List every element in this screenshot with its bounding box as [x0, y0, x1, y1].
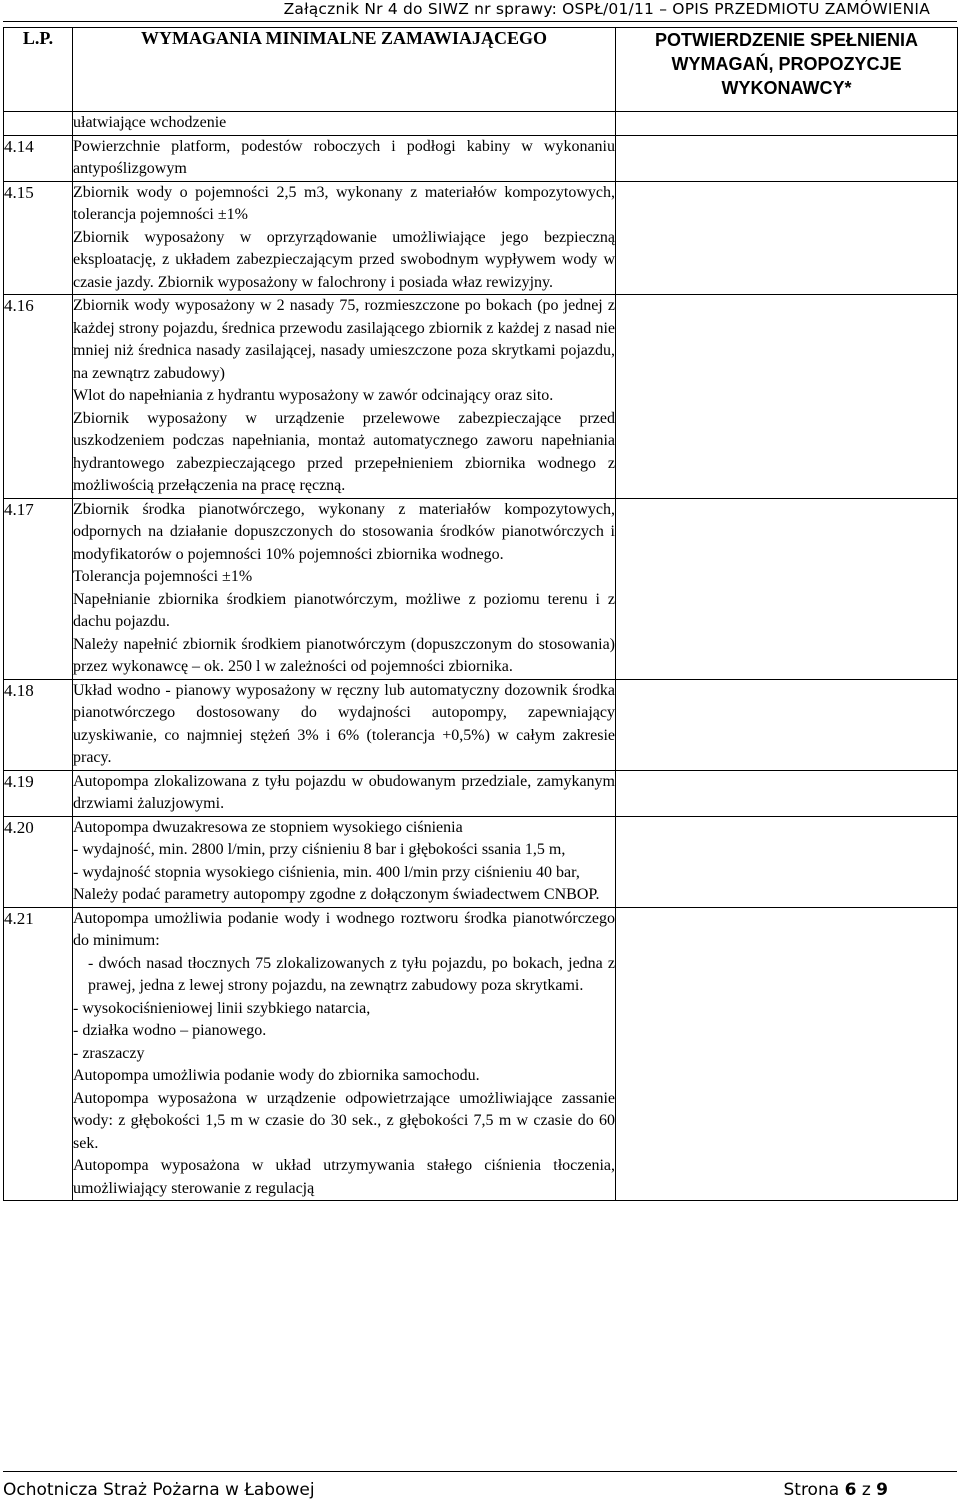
- row-number: 4.19: [4, 770, 73, 816]
- confirmation-cell[interactable]: [616, 498, 958, 679]
- requirement-line: Należy napełnić zbiornik środkiem pianotwórczym (dopuszczonym do stosowania) przez wykonawcę – ok. 250 l w zależności od pojemności zbiornika.: [73, 635, 615, 675]
- table-row: [4, 498, 958, 679]
- requirement-line: Wlot do napełniania z hydrantu wyposażony w zawór odcinający oraz sito.: [73, 387, 554, 404]
- requirement-line: - działka wodno – pianowego.: [73, 1022, 267, 1039]
- table-row: [4, 181, 958, 295]
- requirement-line: - zraszaczy: [73, 1044, 145, 1062]
- requirement-line: Autopompa dwuzakresowa ze stopniem wysokiego ciśnienia: [73, 818, 463, 836]
- row-number: [4, 112, 73, 136]
- requirement-line: Autopompa zlokalizowana z tyłu pojazdu w obudowanym przedziale, zamykanym drzwiami żaluzjowymi.: [73, 772, 615, 812]
- row-number: 4.21: [4, 907, 73, 1201]
- requirement-line: Napełnianie zbiornika środkiem pianotwórczym, możliwe z poziomu terenu i z dachu pojazdu.: [73, 590, 615, 630]
- requirement-line: Powierzchnie platform, podestów roboczych i podłogi kabiny w wykonaniu antypoślizgowym: [73, 137, 615, 177]
- table-row: [4, 295, 958, 499]
- confirmation-cell[interactable]: [616, 816, 958, 907]
- requirement-line: Autopompa umożliwia podanie wody do zbiornika samochodu.: [73, 1067, 480, 1084]
- page-number: [783, 1480, 888, 1500]
- column-header-confirmation: POTWIERDZENIE SPEŁNIENIA WYMAGAŃ, PROPOZYCJE WYKONAWCY*: [616, 28, 958, 112]
- footer-organization: Ochotnicza Straż Pożarna w Łabowej: [3, 1480, 315, 1500]
- page-separator: z: [861, 1480, 871, 1500]
- confirmation-cell[interactable]: [616, 679, 958, 770]
- row-number: 4.18: [4, 679, 73, 770]
- footer-rule: [3, 1471, 957, 1472]
- requirement-line: - wydajność stopnia wysokiego ciśnienia, min. 400 l/min przy ciśnieniu 40 bar,: [73, 863, 580, 881]
- requirement-line: Zbiornik wyposażony w oprzyrządowanie umożliwiające jego bezpieczną eksploatację, z układem zabezpieczającym przed swobodnym wypływem wody w czasie jazdy. Zbiornik wyposażony w falochrony i posiada właz rewizyjny.: [73, 228, 615, 291]
- table-header-row: [4, 28, 958, 112]
- requirement-text: [73, 770, 616, 816]
- requirement-text: [73, 135, 616, 181]
- requirement-text: [73, 907, 616, 1201]
- page-current: 6: [844, 1480, 857, 1500]
- requirement-line: - wysokociśnieniowej linii szybkiego natarcia,: [73, 999, 371, 1017]
- confirmation-cell[interactable]: [616, 770, 958, 816]
- requirement-line: Tolerancja pojemności ±1%: [73, 568, 253, 585]
- requirement-line: ułatwiające wchodzenie: [73, 114, 227, 131]
- header-rule: [3, 21, 957, 22]
- table-row: [4, 816, 958, 907]
- row-number: 4.14: [4, 135, 73, 181]
- page-label: Strona: [783, 1480, 840, 1500]
- requirement-line: Zbiornik wody o pojemności 2,5 m3, wykonany z materiałów kompozytowych, tolerancja pojemności ±1%: [73, 183, 615, 223]
- requirement-line: - wydajność, min. 2800 l/min, przy ciśnieniu 8 bar i głębokości ssania 1,5 m,: [73, 841, 566, 858]
- confirmation-cell[interactable]: [616, 135, 958, 181]
- table-row: [4, 907, 958, 1201]
- requirement-line: Należy podać parametry autopompy zgodne z dołączonym świadectwem CNBOP.: [73, 886, 600, 903]
- requirements-table: [3, 27, 958, 1201]
- table-row: [4, 770, 958, 816]
- column-header-lp: L.P.: [4, 28, 73, 112]
- requirement-text: [73, 112, 616, 136]
- requirement-line: Zbiornik wyposażony w urządzenie przelewowe zabezpieczające przed uszkodzeniem podczas napełniania, montaż automatycznego zaworu napełniania hydrantowego zabezpieczającego przed przepełnieniem zbiornika wodnego z możliwością przełączenia na pracę ręczną.: [73, 409, 615, 494]
- page-total: 9: [876, 1480, 888, 1500]
- column-header-requirements: WYMAGANIA MINIMALNE ZAMAWIAJĄCEGO: [73, 28, 616, 112]
- table-row: [4, 112, 958, 136]
- requirement-text: [73, 816, 616, 907]
- table-row: [4, 135, 958, 181]
- requirement-text: [73, 181, 616, 295]
- row-number: 4.16: [4, 295, 73, 499]
- confirmation-cell[interactable]: [616, 181, 958, 295]
- confirmation-cell[interactable]: [616, 295, 958, 499]
- requirement-line: Autopompa umożliwia podanie wody i wodnego roztworu środka pianotwórczego do minimum:: [73, 909, 615, 949]
- requirement-line: Układ wodno - pianowy wyposażony w ręczny lub automatyczny dozownik środka pianotwórczego dostosowany do wydajności autopompy, zapewniający uzyskiwanie, co najmniej stężeń 3% i 6% (tolerancja +0,5%) w całym zakresie pracy.: [73, 681, 615, 766]
- requirement-line: Autopompa wyposażona w układ utrzymywania stałego ciśnienia tłoczenia, umożliwiający sterowanie z regulacją: [73, 1157, 615, 1197]
- requirement-text: [73, 295, 616, 499]
- requirement-line: Zbiornik wody wyposażony w 2 nasady 75, rozmieszczone po bokach (po jednej z każdej strony pojazdu, średnica przewodu zasilającego zbiornik z każdej z nasad nie mniej niż średnica nasady zasilającej, nasady umieszczone poza skrytkami pojazdu, na zewnątrz zabudowy): [73, 297, 615, 382]
- confirmation-cell[interactable]: [616, 907, 958, 1201]
- row-number: 4.17: [4, 498, 73, 679]
- requirement-text: [73, 679, 616, 770]
- requirement-line: Zbiornik środka pianotwórczego, wykonany z materiałów kompozytowych, odpornych na działanie dopuszczonych do stosowania środków pianotwórczych i modyfikatorów o pojemności 10% pojemności zbiornika wodnego.: [73, 500, 615, 563]
- row-number: 4.20: [4, 816, 73, 907]
- requirement-line: - dwóch nasad tłocznych 75 zlokalizowanych z tyłu pojazdu, po bokach, jedna z prawej, jedna z lewej strony pojazdu, na zewnątrz zabudowy poza skrytkami.: [88, 954, 615, 994]
- row-number: 4.15: [4, 181, 73, 295]
- requirement-line: Autopompa wyposażona w urządzenie odpowietrzające umożliwiające zassanie wody: z głębokości 1,5 m w czasie do 30 sek., z głębokości 7,5 m w czasie do 60 sek.: [73, 1089, 615, 1152]
- confirmation-cell[interactable]: [616, 112, 958, 136]
- table-row: [4, 679, 958, 770]
- document-header: Załącznik Nr 4 do SIWZ nr sprawy: OSPŁ/01/11 – OPIS PRZEDMIOTU ZAMÓWIENIA: [283, 0, 930, 18]
- requirement-text: [73, 498, 616, 679]
